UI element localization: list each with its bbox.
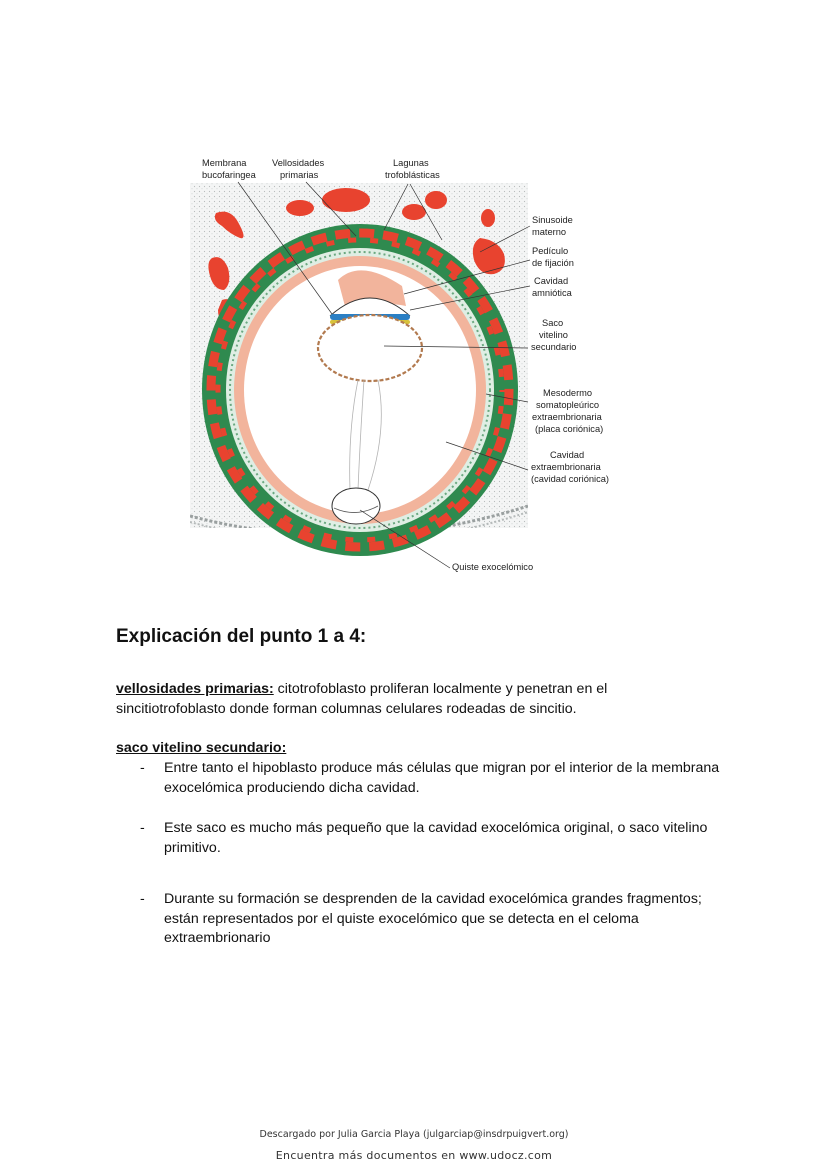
- term-saco-vitelino: saco vitelino secundario:: [116, 740, 287, 756]
- embryo-figure: [188, 150, 628, 580]
- label-saco-2: vitelino: [539, 330, 568, 340]
- label-cavidad-amniotica-2: amniótica: [532, 288, 572, 298]
- label-lagunas-2: trofoblásticas: [385, 170, 440, 180]
- label-lagunas: Lagunas: [393, 158, 429, 168]
- bullet-dash: -: [140, 891, 145, 907]
- footer-download-info: Descargado por Julia Garcia Playa (julgarciap@insdrpuigvert.org): [259, 1129, 569, 1140]
- label-pediculo-2: de fijación: [532, 258, 574, 268]
- section-heading: Explicación del punto 1 a 4:: [116, 626, 367, 647]
- label-vellosidades-2: primarias: [280, 170, 319, 180]
- label-cavidad-extra-3: (cavidad coriónica): [531, 474, 610, 484]
- label-sinusoide-2: materno: [532, 227, 567, 237]
- label-mesodermo: Mesodermo: [543, 388, 593, 398]
- bullet-text: Durante su formación se desprenden de la cavidad exocelómica grandes fragmentos; están representados por el quiste exocelómico que se detecta en el celoma extraembrionario: [164, 891, 702, 946]
- text-vellosidades: citotrofoblasto proliferan localmente y penetran en el sincitiotrofoblasto donde forman columnas celulares rodeadas de sincitio.: [116, 681, 608, 717]
- bullet-item-2: [140, 819, 720, 858]
- label-cavidad-extra-2: extraembrionaria: [531, 462, 601, 472]
- label-saco-3: secundario: [531, 342, 577, 352]
- label-mesodermo-2: somatopleúrico: [536, 400, 600, 410]
- label-pediculo: Pedículo: [532, 246, 569, 256]
- footer-udocz-link[interactable]: Encuentra más documentos en www.udocz.com: [275, 1149, 553, 1162]
- label-membrana-2: bucofaringea: [202, 170, 256, 180]
- label-quiste: Quiste exocelómico: [452, 562, 534, 572]
- bullet-item-3: [140, 890, 720, 949]
- label-cavidad-amniotica: Cavidad: [534, 276, 569, 286]
- bullet-dash: -: [140, 820, 145, 836]
- label-vellosidades: Vellosidades: [272, 158, 325, 168]
- paragraph-saco-vitelino: [116, 739, 286, 759]
- label-cavidad-extra: Cavidad: [550, 450, 585, 460]
- label-membrana: Membrana: [202, 158, 247, 168]
- bullet-item-1: [140, 759, 720, 798]
- bullet-dash: -: [140, 760, 145, 776]
- label-saco: Saco: [542, 318, 564, 328]
- bullet-text: Entre tanto el hipoblasto produce más células que migran por el interior de la membrana exocelómica produciendo dicha cavidad.: [164, 760, 720, 796]
- label-mesodermo-3: extraembrionaria: [532, 412, 602, 422]
- bullet-text: Este saco es mucho más pequeño que la cavidad exocelómica original, o saco vitelino primitivo.: [164, 820, 708, 856]
- term-vellosidades: vellosidades primarias:: [116, 681, 274, 697]
- embryo-diagram: [188, 150, 628, 580]
- label-sinusoide: Sinusoide: [532, 215, 573, 225]
- label-mesodermo-4: (placa coriónica): [535, 424, 604, 434]
- secondary-yolk-sac: [318, 315, 422, 381]
- paragraph-vellosidades: [116, 680, 676, 719]
